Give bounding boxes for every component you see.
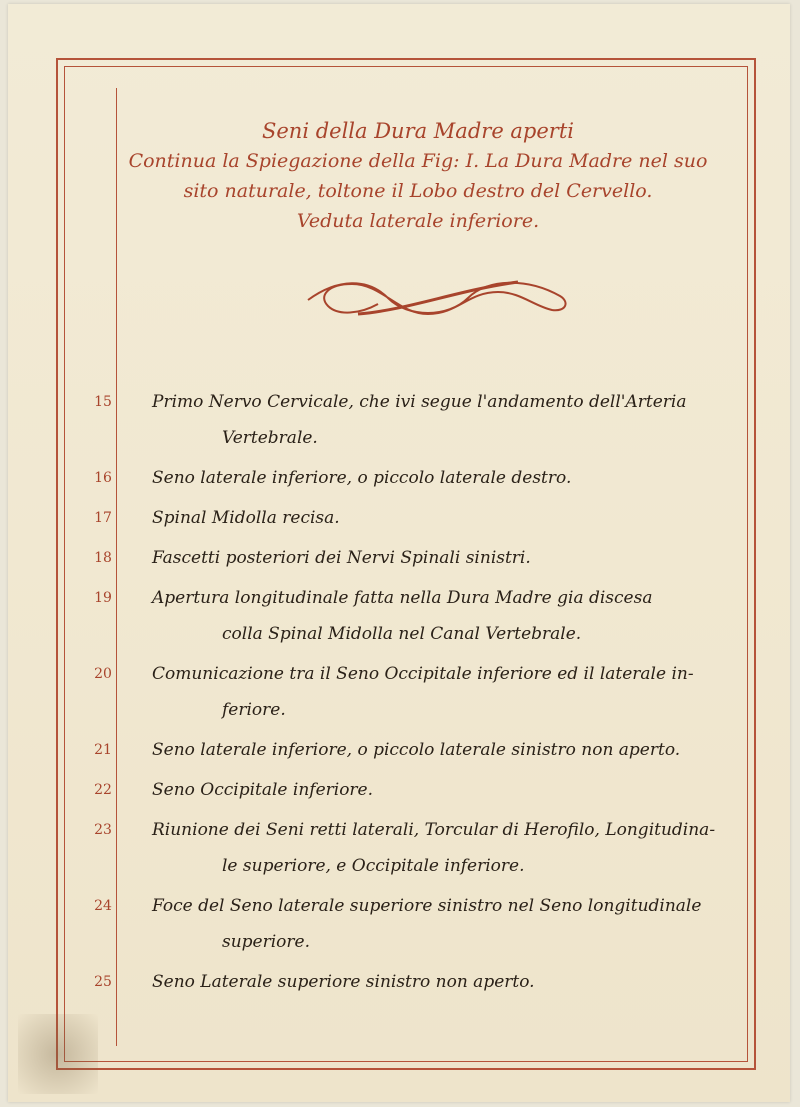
- entry-number: 21: [94, 742, 112, 758]
- title-line: Continua la Spiegazione della Fig: I. La Dura Madre nel suo: [128, 150, 708, 172]
- entry-text: le superiore, e Occipitale inferiore.: [222, 856, 525, 876]
- entry-text: Fascetti posteriori dei Nervi Spinali sinistri.: [152, 548, 531, 568]
- entry-text: Primo Nervo Cervicale, che ivi segue l'andamento dell'Arteria: [152, 392, 687, 412]
- entry-text: Vertebrale.: [222, 428, 318, 448]
- entry-number: 23: [94, 822, 112, 838]
- legend-entry: [88, 812, 748, 884]
- legend-entry: [88, 656, 748, 728]
- title-line: sito naturale, toltone il Lobo destro del Cervello.: [183, 180, 653, 202]
- entry-number: 16: [94, 470, 112, 486]
- entry-text: Seno laterale inferiore, o piccolo laterale destro.: [152, 468, 572, 488]
- legend-entry: [88, 580, 748, 652]
- title-block: [108, 116, 728, 236]
- paper-stain: [18, 1014, 98, 1094]
- entry-text: Seno laterale inferiore, o piccolo laterale sinistro non aperto.: [152, 740, 681, 760]
- entry-text: Seno Laterale superiore sinistro non aperto.: [152, 972, 535, 992]
- entry-number: 20: [94, 666, 112, 682]
- legend-entry: [88, 964, 748, 1000]
- legend-entries: [88, 384, 748, 1004]
- entry-number: 18: [94, 550, 112, 566]
- entry-text: Apertura longitudinale fatta nella Dura Madre gia discesa: [152, 588, 653, 608]
- calligraphic-flourish: [298, 270, 578, 326]
- entry-number: 17: [94, 510, 112, 526]
- title-heading: Seni della Dura Madre aperti: [261, 119, 575, 143]
- entry-number: 15: [94, 394, 112, 410]
- legend-entry: [88, 460, 748, 496]
- title-line: Veduta laterale inferiore.: [296, 210, 540, 232]
- entry-text: Riunione dei Seni retti laterali, Torcular di Herofilo, Longitudina-: [152, 820, 716, 840]
- entry-text: Foce del Seno laterale superiore sinistro nel Seno longitudinale: [152, 896, 702, 916]
- legend-entry: [88, 772, 748, 808]
- entry-text: Comunicazione tra il Seno Occipitale inferiore ed il laterale in-: [152, 664, 694, 684]
- entry-number: 24: [94, 898, 112, 914]
- entry-number: 25: [94, 974, 112, 990]
- legend-entry: [88, 384, 748, 456]
- legend-entry: [88, 540, 748, 576]
- entry-text: superiore.: [222, 932, 311, 952]
- legend-entry: [88, 732, 748, 768]
- entry-text: feriore.: [222, 700, 286, 720]
- legend-entry: [88, 500, 748, 536]
- entry-number: 19: [94, 590, 112, 606]
- entry-text: Seno Occipitale inferiore.: [152, 780, 374, 800]
- manuscript-page: [8, 4, 790, 1102]
- entry-text: colla Spinal Midolla nel Canal Vertebrale.: [222, 624, 582, 644]
- legend-entry: [88, 888, 748, 960]
- entry-number: 22: [94, 782, 112, 798]
- entry-text: Spinal Midolla recisa.: [152, 508, 340, 528]
